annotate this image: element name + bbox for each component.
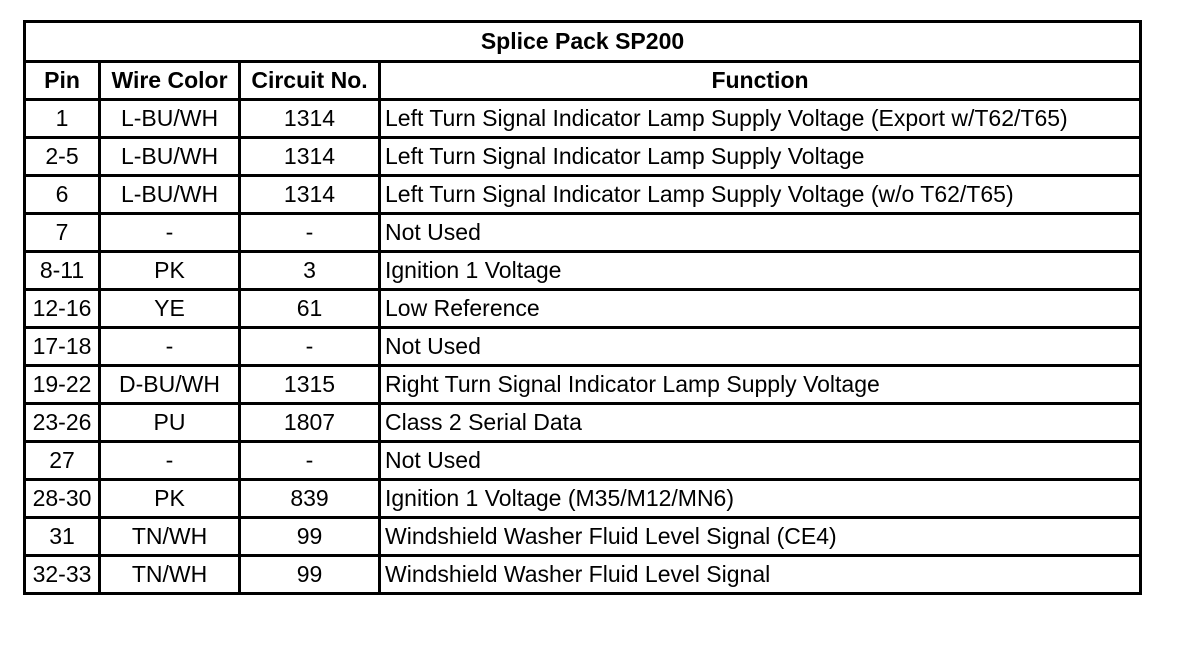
cell-wire-color: L-BU/WH [100, 176, 240, 214]
cell-function: Low Reference [380, 290, 1141, 328]
cell-pin: 31 [25, 518, 100, 556]
cell-circuit-no: 1314 [240, 176, 380, 214]
cell-pin: 2-5 [25, 138, 100, 176]
table-title: Splice Pack SP200 [25, 22, 1141, 62]
table-row [25, 138, 1141, 176]
splice-pack-table-container [23, 20, 1139, 595]
table-row [25, 252, 1141, 290]
splice-pack-table [23, 20, 1142, 595]
cell-circuit-no: 99 [240, 556, 380, 594]
cell-function: Left Turn Signal Indicator Lamp Supply Voltage [380, 138, 1141, 176]
cell-pin: 19-22 [25, 366, 100, 404]
cell-pin: 32-33 [25, 556, 100, 594]
cell-wire-color: - [100, 214, 240, 252]
cell-pin: 17-18 [25, 328, 100, 366]
table-body [25, 100, 1141, 594]
cell-wire-color: - [100, 442, 240, 480]
cell-function: Ignition 1 Voltage [380, 252, 1141, 290]
cell-wire-color: D-BU/WH [100, 366, 240, 404]
cell-pin: 8-11 [25, 252, 100, 290]
header-wire-color: Wire Color [100, 62, 240, 100]
table-row [25, 404, 1141, 442]
table-row [25, 328, 1141, 366]
cell-function: Windshield Washer Fluid Level Signal [380, 556, 1141, 594]
cell-circuit-no: 61 [240, 290, 380, 328]
header-function: Function [380, 62, 1141, 100]
cell-function: Not Used [380, 214, 1141, 252]
table-row [25, 366, 1141, 404]
cell-function: Windshield Washer Fluid Level Signal (CE4) [380, 518, 1141, 556]
table-row [25, 480, 1141, 518]
cell-wire-color: TN/WH [100, 556, 240, 594]
table-row [25, 518, 1141, 556]
cell-circuit-no: 839 [240, 480, 380, 518]
table-title-row [25, 22, 1141, 62]
cell-function: Not Used [380, 328, 1141, 366]
cell-circuit-no: 1314 [240, 100, 380, 138]
cell-wire-color: TN/WH [100, 518, 240, 556]
cell-function: Right Turn Signal Indicator Lamp Supply Voltage [380, 366, 1141, 404]
cell-pin: 6 [25, 176, 100, 214]
cell-circuit-no: 99 [240, 518, 380, 556]
cell-circuit-no: - [240, 328, 380, 366]
header-pin: Pin [25, 62, 100, 100]
cell-wire-color: PK [100, 252, 240, 290]
table-header-row [25, 62, 1141, 100]
table-row [25, 100, 1141, 138]
table-row [25, 214, 1141, 252]
header-circuit-no: Circuit No. [240, 62, 380, 100]
cell-function: Not Used [380, 442, 1141, 480]
table-row [25, 556, 1141, 594]
cell-wire-color: - [100, 328, 240, 366]
cell-wire-color: PU [100, 404, 240, 442]
cell-function: Left Turn Signal Indicator Lamp Supply Voltage (Export w/T62/T65) [380, 100, 1141, 138]
cell-function: Left Turn Signal Indicator Lamp Supply Voltage (w/o T62/T65) [380, 176, 1141, 214]
cell-wire-color: L-BU/WH [100, 138, 240, 176]
cell-pin: 28-30 [25, 480, 100, 518]
cell-wire-color: YE [100, 290, 240, 328]
cell-pin: 7 [25, 214, 100, 252]
cell-wire-color: L-BU/WH [100, 100, 240, 138]
table-row [25, 176, 1141, 214]
cell-circuit-no: 1807 [240, 404, 380, 442]
cell-pin: 12-16 [25, 290, 100, 328]
cell-wire-color: PK [100, 480, 240, 518]
cell-pin: 1 [25, 100, 100, 138]
cell-circuit-no: 1314 [240, 138, 380, 176]
table-row [25, 442, 1141, 480]
cell-circuit-no: - [240, 442, 380, 480]
cell-circuit-no: - [240, 214, 380, 252]
cell-pin: 23-26 [25, 404, 100, 442]
cell-circuit-no: 1315 [240, 366, 380, 404]
cell-pin: 27 [25, 442, 100, 480]
cell-circuit-no: 3 [240, 252, 380, 290]
cell-function: Ignition 1 Voltage (M35/M12/MN6) [380, 480, 1141, 518]
cell-function: Class 2 Serial Data [380, 404, 1141, 442]
table-row [25, 290, 1141, 328]
